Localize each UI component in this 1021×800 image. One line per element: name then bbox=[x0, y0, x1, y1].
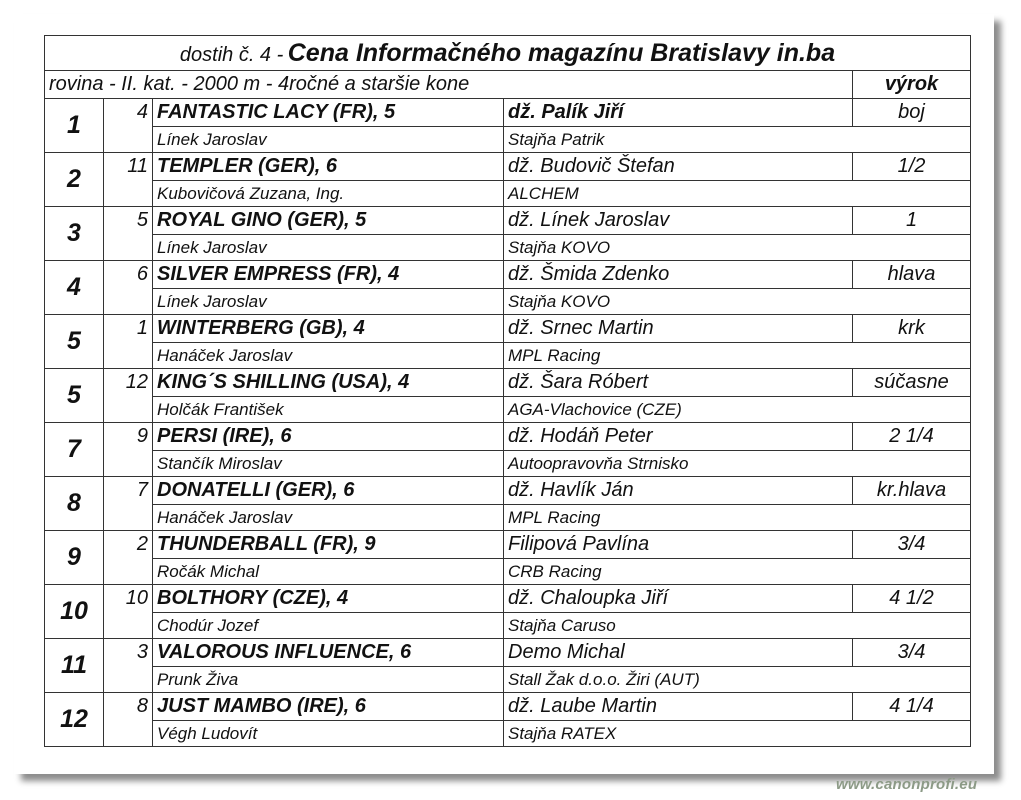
verdict-cell: 3/4 bbox=[853, 531, 971, 559]
horse-cell: VALOROUS INFLUENCE, 6 bbox=[153, 639, 504, 667]
trainer-cell: Ročák Michal bbox=[153, 559, 504, 585]
trainer-cell: Chodúr Jozef bbox=[153, 613, 504, 639]
entry-detail-row bbox=[45, 559, 971, 585]
trainer-cell: Hanáček Jaroslav bbox=[153, 343, 504, 369]
place-cell: 2 bbox=[45, 153, 104, 207]
owner-cell: MPL Racing bbox=[504, 505, 971, 531]
horse-cell: SILVER EMPRESS (FR), 4 bbox=[153, 261, 504, 289]
jockey-cell: dž. Palík Jiří bbox=[504, 99, 853, 127]
entry-detail-row bbox=[45, 181, 971, 207]
entry-row bbox=[45, 315, 971, 343]
entry-row bbox=[45, 207, 971, 235]
entry-row bbox=[45, 531, 971, 559]
jockey-cell: Filipová Pavlína bbox=[504, 531, 853, 559]
entry-detail-row bbox=[45, 667, 971, 693]
start-number-cell: 10 bbox=[104, 585, 153, 639]
verdict-cell: 1 bbox=[853, 207, 971, 235]
race-title-cell bbox=[45, 36, 971, 71]
entry-detail-row bbox=[45, 451, 971, 477]
place-cell: 5 bbox=[45, 315, 104, 369]
horse-cell: DONATELLI (GER), 6 bbox=[153, 477, 504, 505]
owner-cell: AGA-Vlachovice (CZE) bbox=[504, 397, 971, 423]
trainer-cell: Kubovičová Zuzana, Ing. bbox=[153, 181, 504, 207]
entry-row bbox=[45, 585, 971, 613]
jockey-cell: dž. Chaloupka Jiří bbox=[504, 585, 853, 613]
jockey-cell: dž. Šmida Zdenko bbox=[504, 261, 853, 289]
owner-cell: Stall Žak d.o.o. Žiri (AUT) bbox=[504, 667, 971, 693]
trainer-cell: Línek Jaroslav bbox=[153, 235, 504, 261]
start-number-cell: 12 bbox=[104, 369, 153, 423]
trainer-cell: Holčák František bbox=[153, 397, 504, 423]
verdict-cell: boj bbox=[853, 99, 971, 127]
trainer-cell: Stančík Miroslav bbox=[153, 451, 504, 477]
place-cell: 3 bbox=[45, 207, 104, 261]
verdict-cell: 3/4 bbox=[853, 639, 971, 667]
jockey-cell: Demo Michal bbox=[504, 639, 853, 667]
jockey-cell: dž. Srnec Martin bbox=[504, 315, 853, 343]
horse-cell: WINTERBERG (GB), 4 bbox=[153, 315, 504, 343]
entry-detail-row bbox=[45, 289, 971, 315]
verdict-header: výrok bbox=[853, 71, 971, 99]
owner-cell: Stajňa KOVO bbox=[504, 289, 971, 315]
place-cell: 9 bbox=[45, 531, 104, 585]
start-number-cell: 6 bbox=[104, 261, 153, 315]
verdict-cell: 1/2 bbox=[853, 153, 971, 181]
owner-cell: Stajňa Caruso bbox=[504, 613, 971, 639]
place-cell: 8 bbox=[45, 477, 104, 531]
verdict-cell: súčasne bbox=[853, 369, 971, 397]
start-number-cell: 4 bbox=[104, 99, 153, 153]
entry-detail-row bbox=[45, 613, 971, 639]
verdict-cell: hlava bbox=[853, 261, 971, 289]
place-cell: 4 bbox=[45, 261, 104, 315]
race-conditions: rovina - II. kat. - 2000 m - 4ročné a staršie kone bbox=[45, 71, 853, 99]
entry-row bbox=[45, 639, 971, 667]
race-title-row bbox=[45, 36, 971, 71]
trainer-cell: Végh Ludovít bbox=[153, 721, 504, 747]
jockey-cell: dž. Hodáň Peter bbox=[504, 423, 853, 451]
place-cell: 12 bbox=[45, 693, 104, 747]
place-cell: 5 bbox=[45, 369, 104, 423]
jockey-cell: dž. Línek Jaroslav bbox=[504, 207, 853, 235]
entry-detail-row bbox=[45, 721, 971, 747]
place-cell: 11 bbox=[45, 639, 104, 693]
start-number-cell: 2 bbox=[104, 531, 153, 585]
horse-cell: PERSI (IRE), 6 bbox=[153, 423, 504, 451]
results-body bbox=[45, 36, 971, 747]
start-number-cell: 7 bbox=[104, 477, 153, 531]
place-cell: 7 bbox=[45, 423, 104, 477]
entry-detail-row bbox=[45, 343, 971, 369]
race-name: Cena Informačného magazínu Bratislavy in.ba bbox=[287, 38, 836, 67]
entry-row bbox=[45, 261, 971, 289]
trainer-cell: Línek Jaroslav bbox=[153, 289, 504, 315]
jockey-cell: dž. Šara Róbert bbox=[504, 369, 853, 397]
horse-cell: TEMPLER (GER), 6 bbox=[153, 153, 504, 181]
owner-cell: Stajňa KOVO bbox=[504, 235, 971, 261]
start-number-cell: 5 bbox=[104, 207, 153, 261]
entry-row bbox=[45, 423, 971, 451]
owner-cell: Autoopravovňa Strnisko bbox=[504, 451, 971, 477]
trainer-cell: Prunk Živa bbox=[153, 667, 504, 693]
horse-cell: THUNDERBALL (FR), 9 bbox=[153, 531, 504, 559]
owner-cell: ALCHEM bbox=[504, 181, 971, 207]
entry-detail-row bbox=[45, 397, 971, 423]
start-number-cell: 1 bbox=[104, 315, 153, 369]
jockey-cell: dž. Budovič Štefan bbox=[504, 153, 853, 181]
watermark: www.canonprofi.eu bbox=[836, 776, 978, 793]
verdict-cell: 4 1/4 bbox=[853, 693, 971, 721]
entry-row bbox=[45, 99, 971, 127]
race-conditions-row bbox=[45, 71, 971, 99]
verdict-cell: krk bbox=[853, 315, 971, 343]
trainer-cell: Hanáček Jaroslav bbox=[153, 505, 504, 531]
start-number-cell: 9 bbox=[104, 423, 153, 477]
horse-cell: BOLTHORY (CZE), 4 bbox=[153, 585, 504, 613]
trainer-cell: Línek Jaroslav bbox=[153, 127, 504, 153]
horse-cell: FANTASTIC LACY (FR), 5 bbox=[153, 99, 504, 127]
place-cell: 1 bbox=[45, 99, 104, 153]
entry-row bbox=[45, 693, 971, 721]
entry-detail-row bbox=[45, 235, 971, 261]
owner-cell: Stajňa Patrik bbox=[504, 127, 971, 153]
entry-row bbox=[45, 369, 971, 397]
verdict-cell: 2 1/4 bbox=[853, 423, 971, 451]
entry-detail-row bbox=[45, 505, 971, 531]
start-number-cell: 3 bbox=[104, 639, 153, 693]
race-results-table bbox=[44, 35, 971, 747]
owner-cell: CRB Racing bbox=[504, 559, 971, 585]
jockey-cell: dž. Havlík Ján bbox=[504, 477, 853, 505]
verdict-cell: 4 1/2 bbox=[853, 585, 971, 613]
entry-detail-row bbox=[45, 127, 971, 153]
start-number-cell: 8 bbox=[104, 693, 153, 747]
entry-row bbox=[45, 153, 971, 181]
horse-cell: JUST MAMBO (IRE), 6 bbox=[153, 693, 504, 721]
start-number-cell: 11 bbox=[104, 153, 153, 207]
horse-cell: ROYAL GINO (GER), 5 bbox=[153, 207, 504, 235]
race-prefix: dostih č. 4 - bbox=[179, 43, 284, 66]
verdict-cell: kr.hlava bbox=[853, 477, 971, 505]
horse-cell: KING´S SHILLING (USA), 4 bbox=[153, 369, 504, 397]
owner-cell: MPL Racing bbox=[504, 343, 971, 369]
owner-cell: Stajňa RATEX bbox=[504, 721, 971, 747]
jockey-cell: dž. Laube Martin bbox=[504, 693, 853, 721]
place-cell: 10 bbox=[45, 585, 104, 639]
entry-row bbox=[45, 477, 971, 505]
